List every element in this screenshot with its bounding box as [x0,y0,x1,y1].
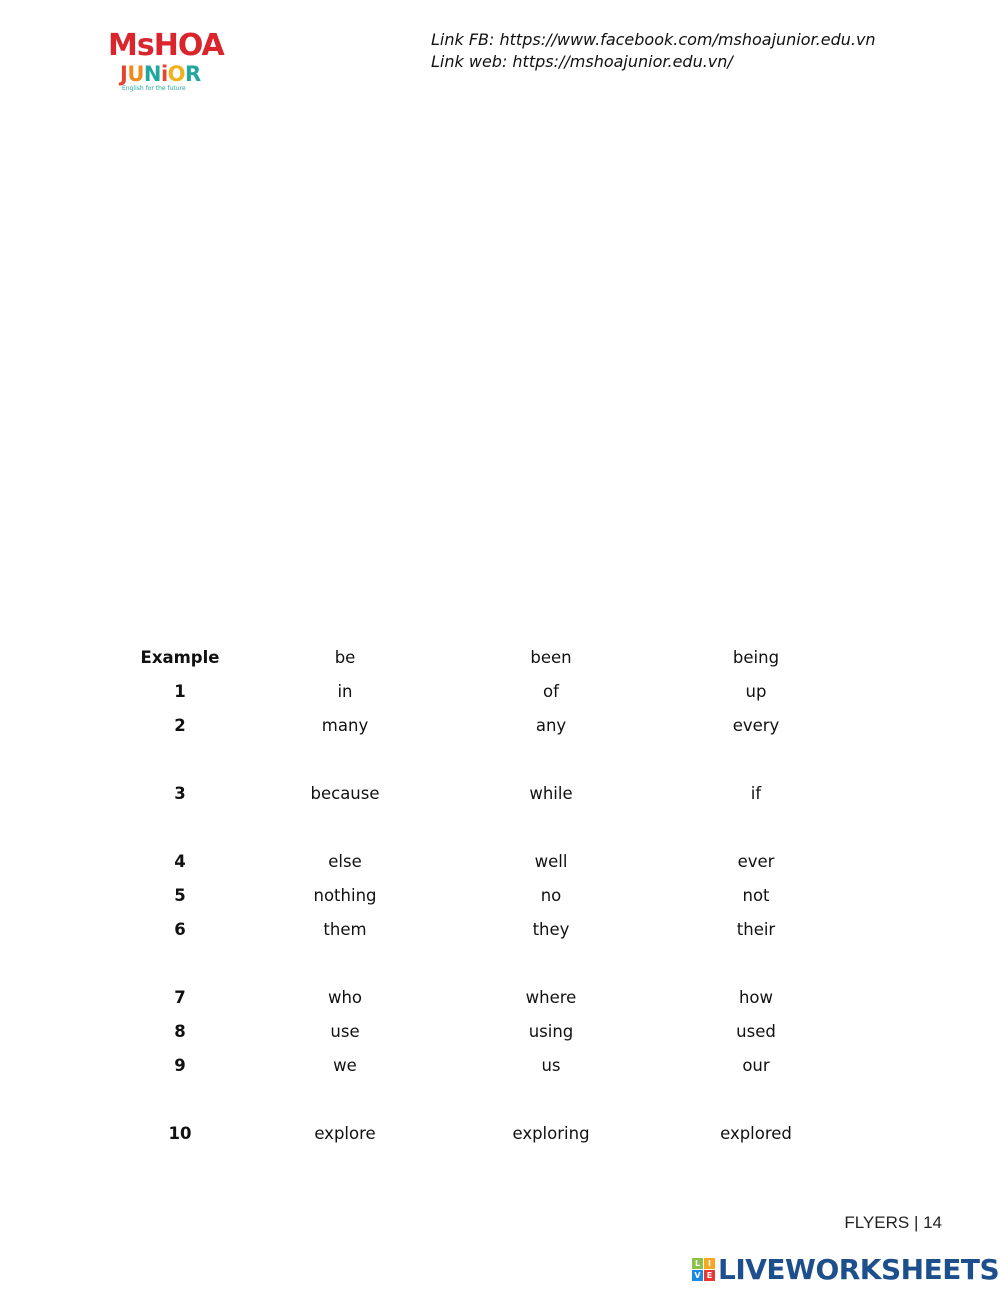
word-option: our [742,1056,770,1075]
logo-ms: Ms [108,28,154,63]
liveworksheets-icon [692,1258,715,1281]
logo-title [108,30,224,62]
row-spacer [0,811,1000,845]
row-spacer [0,947,1000,981]
word-option: ever [737,852,775,871]
word-option: being [732,648,780,667]
word-option: many [321,716,369,735]
logo-junior-letter: O [167,62,186,86]
word-option: used [736,1022,776,1041]
word-option: every [732,716,780,735]
logo-tagline: English for the future [122,85,186,92]
word-option: not [742,886,770,905]
liveworksheets-brand [692,1252,999,1286]
word-row [0,777,1000,811]
word-option: of [543,682,559,701]
word-option: in [337,682,353,701]
question-number: 7 [174,988,186,1007]
logo-junior-letter: N [143,62,161,86]
word-option: well [534,852,568,871]
word-row [0,709,1000,743]
word-row [0,845,1000,879]
word-option: because [310,784,380,803]
word-option: we [333,1056,357,1075]
question-number: 5 [174,886,186,905]
row-spacer [0,743,1000,777]
question-number: Example [140,648,220,667]
word-row [0,675,1000,709]
word-option: up [745,682,767,701]
word-option: where [525,988,577,1007]
header-links [431,29,876,73]
brand-icon-letter: L [692,1258,703,1269]
page-label: FLYERS | 14 [844,1213,942,1232]
liveworksheets-wordmark: LIVEWORKSHEETS [718,1252,1000,1286]
word-option: how [738,988,774,1007]
word-option: explore [314,1124,376,1143]
mshoa-junior-logo [108,30,233,96]
word-option: their [736,920,776,939]
word-row [0,1117,1000,1151]
word-option: they [532,920,570,939]
word-option: explored [720,1124,792,1143]
logo-junior-letter: U [127,62,144,86]
logo-junior-letter: J [120,62,128,86]
word-option: use [330,1022,360,1041]
word-row [0,641,1000,675]
question-number: 1 [174,682,186,701]
word-option: if [750,784,762,803]
word-option: been [530,648,572,667]
logo-hoa: HOA [153,28,224,63]
word-option: any [535,716,567,735]
brand-icon-letter: I [704,1258,715,1269]
word-option: us [541,1056,561,1075]
word-option: else [328,852,362,871]
word-option: while [529,784,573,803]
row-spacer [0,1083,1000,1117]
word-row [0,1049,1000,1083]
word-option: exploring [512,1124,590,1143]
question-number: 8 [174,1022,186,1041]
logo-junior [120,63,201,85]
word-row [0,879,1000,913]
question-number: 6 [174,920,186,939]
word-option: no [540,886,562,905]
question-number: 3 [174,784,186,803]
facebook-link[interactable]: Link FB: https://www.facebook.com/mshoajunior.edu.vn [431,30,876,49]
word-option: using [528,1022,574,1041]
word-row [0,1015,1000,1049]
question-number: 10 [168,1124,192,1143]
word-option: nothing [313,886,377,905]
brand-icon-letter: V [692,1270,703,1281]
word-option: be [334,648,356,667]
question-number: 2 [174,716,186,735]
word-option: who [327,988,363,1007]
logo-junior-letter: R [185,62,201,86]
word-row [0,913,1000,947]
word-option: them [323,920,367,939]
question-number: 9 [174,1056,186,1075]
question-number: 4 [174,852,186,871]
word-row [0,981,1000,1015]
logo-junior-letter: i [160,62,168,86]
website-link[interactable]: Link web: https://mshoajunior.edu.vn/ [431,52,733,71]
brand-icon-letter: E [704,1270,715,1281]
word-options-table [0,641,1000,1151]
